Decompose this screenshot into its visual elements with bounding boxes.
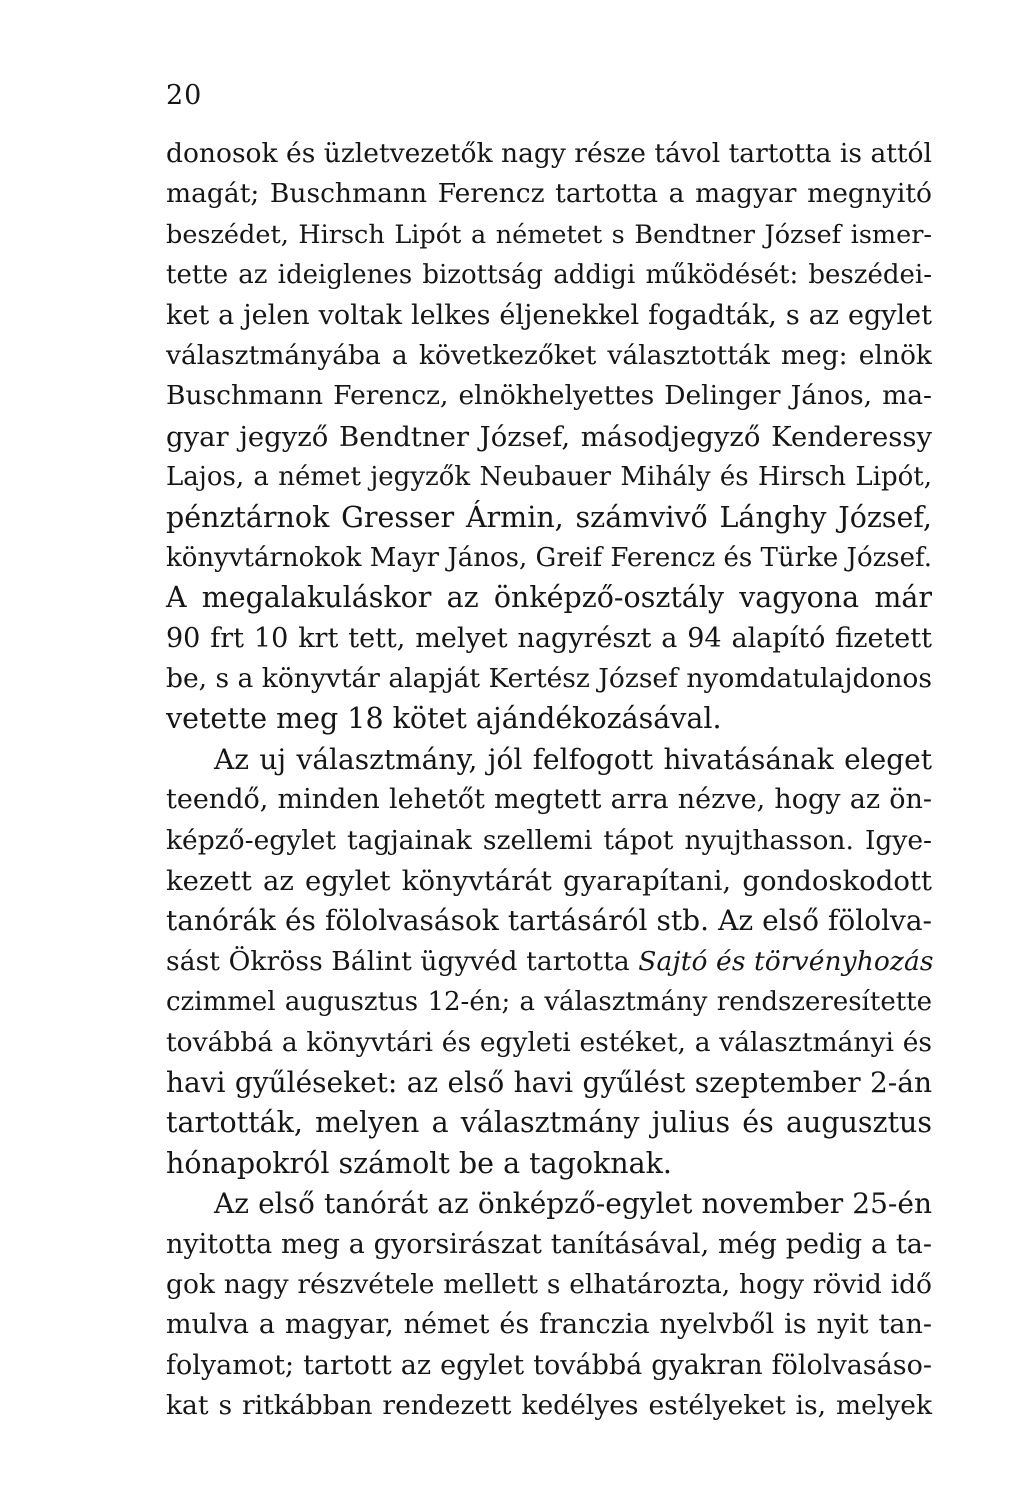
text-line: tette az ideiglenes bizottság addigi működését: beszédei- [166, 260, 932, 291]
text-line: tanórák és fölolvasások tartásáról stb. Az első fölolva- [166, 904, 932, 938]
text-line: folyamot; tartott az egylet továbbá gyakran fölolvasáso- [166, 1349, 932, 1381]
text-line: kezett az egylet könyvtárát gyarapítani, gondoskodott [166, 865, 932, 898]
text-line: hónapokról számolt be a tagoknak. [166, 1146, 672, 1180]
text-line: Az első tanórát az önképző-egylet november 25-én [214, 1187, 932, 1221]
page-number: 20 [166, 80, 203, 111]
text-line: teendő, minden lehetőt megtett arra nézve, hogy az ön- [166, 784, 932, 816]
text-line: mulva a magyar, német és franczia nyelvből is nyit tan- [166, 1309, 932, 1341]
body-text [166, 134, 932, 1427]
text-line: vetette meg 18 kötet ajándékozásával. [166, 702, 722, 736]
text-line: gok nagy részvétele mellett s elhatározta, hogy rövid idő [166, 1268, 932, 1300]
italic-title: Sajtó és törvényhozás [638, 945, 934, 977]
text-line: donosok és üzletvezetők nagy része távol tartotta is attól [166, 138, 932, 169]
text-line: továbbá a könyvtári és egyleti estéket, a választmányi és [166, 1026, 932, 1058]
text-line: könyvtárnokok Mayr János, Greif Ferencz és Türke József. [166, 542, 932, 573]
text-line: nyitotta meg a gyorsirászat tanításával, még pedig a ta- [166, 1228, 932, 1260]
text-line: be, s a könyvtár alapját Kertész József nyomdatulajdonos [166, 663, 932, 695]
text-line: magát; Buschmann Ferencz tartotta a magyar megnyitó [166, 178, 932, 210]
text-line: Az uj választmány, jól felfogott hivatásának eleget [214, 742, 932, 776]
text-line-start: sást Ökröss Bálint ügyvéd tartotta [166, 945, 639, 977]
text-line: havi gyűléseket: az első havi gyűlést szeptember 2-án [166, 1065, 932, 1099]
text-line: tartották, melyen a választmány julius és augusztus [166, 1106, 932, 1140]
text-line: gyar jegyző Bendtner József, másodjegyző Kenderessy [166, 420, 932, 453]
text-line: pénztárnok Gresser Ármin, számvivő Lánghy József, [166, 500, 932, 534]
text-line: czimmel augusztus 12-én; a választmány rendszeresítette [166, 987, 932, 1018]
text-line: kat s ritkábban rendezett kedélyes estélyeket is, melyek [166, 1390, 932, 1422]
text-line [166, 942, 932, 982]
text-line: 90 frt 10 krt tett, melyet nagyrészt a 94 alapító fizetett [166, 622, 932, 654]
text-line: ket a jelen voltak lelkes éljenekkel fogadták, s az egylet [166, 299, 932, 331]
text-line: képző-egylet tagjainak szellemi tápot nyujthasson. Igye- [166, 824, 932, 856]
text-line: választmányába a következőket választották meg: elnök [166, 339, 932, 371]
text-line: beszédet, Hirsch Lipót a németet s Bendtner József ismer- [166, 219, 932, 250]
text-line: A megalakuláskor az önképző-osztály vagyona már [166, 581, 932, 615]
text-line: Lajos, a német jegyzők Neubauer Mihály és Hirsch Lipót, [166, 462, 932, 493]
text-line: Buschmann Ferencz, elnökhelyettes Delinger János, ma- [166, 380, 932, 412]
